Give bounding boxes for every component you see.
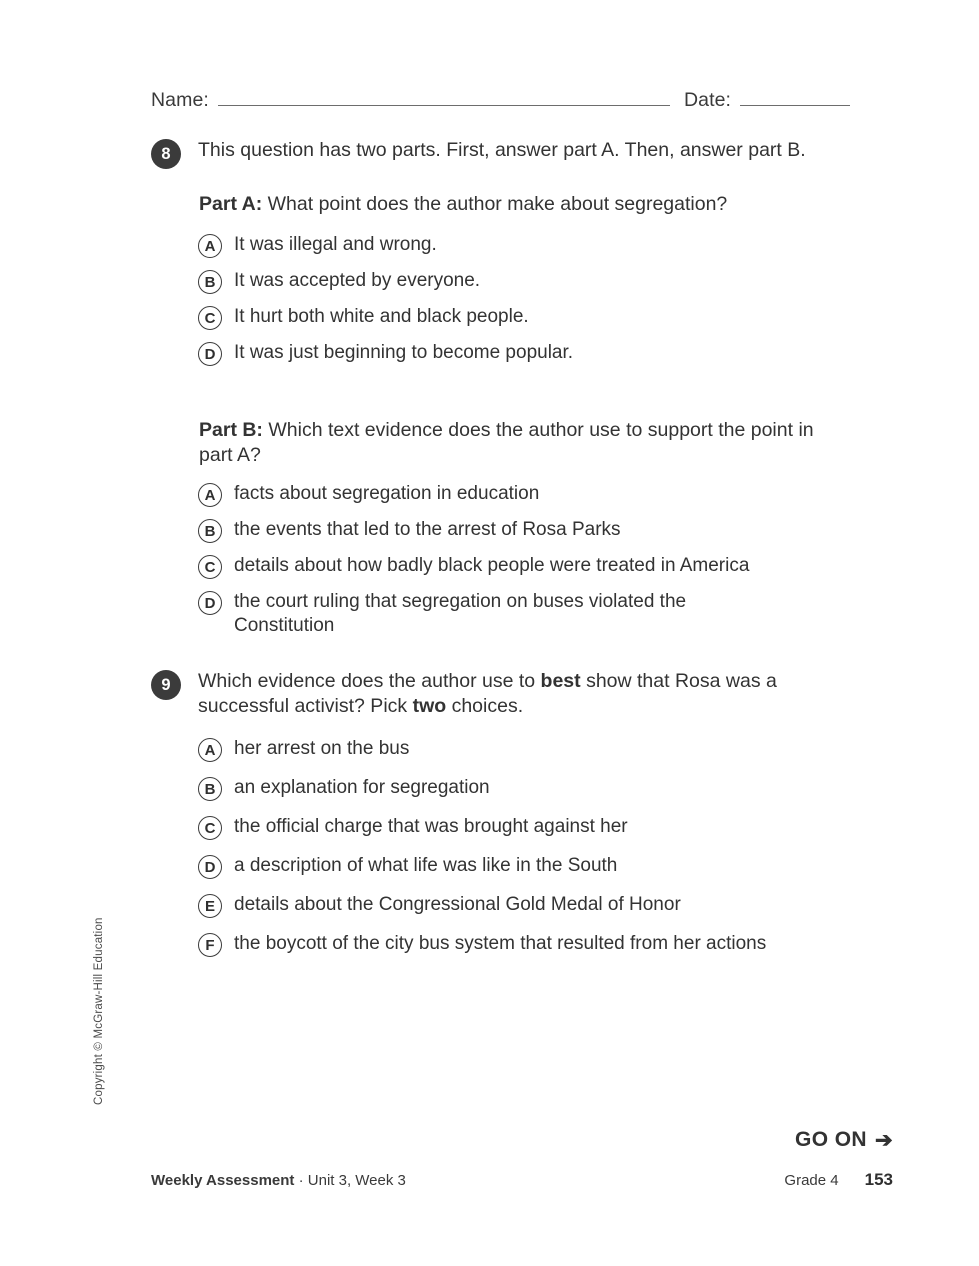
choice-bubble-b[interactable]: B	[198, 777, 222, 801]
choice-bubble-d[interactable]: D	[198, 342, 222, 366]
page-footer	[151, 1170, 893, 1190]
choice-bubble-f[interactable]: F	[198, 933, 222, 957]
choice-bubble-d[interactable]: D	[198, 591, 222, 615]
stem-emphasis: best	[540, 670, 581, 692]
question-number-badge: 8	[151, 139, 181, 169]
choice-c[interactable]	[198, 815, 851, 842]
footer-assessment-info	[151, 1172, 406, 1189]
question-number-badge: 9	[151, 670, 181, 700]
choice-text-b: It was accepted by everyone.	[234, 270, 481, 291]
choice-text-d: It was just beginning to become popular.	[234, 342, 574, 363]
go-on-label: GO ON	[794, 1128, 867, 1151]
part-b-label: Part B:	[199, 419, 263, 441]
question-8-stem: This question has two parts. First, answer part A. Then, answer part B.	[198, 139, 806, 161]
stem-text: choices.	[446, 695, 524, 717]
copyright-notice: Copyright © McGraw-Hill Education	[93, 917, 105, 1105]
choice-c[interactable]	[198, 305, 851, 332]
choice-a[interactable]	[198, 482, 851, 509]
choice-bubble-c[interactable]: C	[198, 816, 222, 840]
question-8	[151, 138, 851, 638]
choice-bubble-a[interactable]: A	[198, 483, 222, 507]
choice-bubble-a[interactable]: A	[198, 234, 222, 258]
question-9-stem	[198, 669, 798, 719]
name-label: Name:	[151, 89, 209, 111]
choice-b[interactable]	[198, 269, 851, 296]
page-number: 153	[864, 1170, 893, 1189]
choice-text-c: details about how badly black people were treated in America	[234, 555, 750, 576]
part-b-choices	[198, 482, 851, 638]
name-date-row	[151, 88, 811, 112]
part-a-prompt	[199, 192, 831, 217]
choice-bubble-b[interactable]: B	[198, 270, 222, 294]
part-a-text: What point does the author make about segregation?	[267, 193, 728, 215]
choice-b[interactable]	[198, 776, 851, 803]
part-b-text: Which text evidence does the author use to support the point in part A?	[199, 419, 814, 466]
question-9-choices	[198, 737, 851, 959]
part-a-choices	[198, 233, 851, 368]
name-input-line[interactable]	[218, 88, 670, 106]
part-b-prompt	[199, 418, 831, 468]
choice-bubble-e[interactable]: E	[198, 894, 222, 918]
question-9	[151, 669, 851, 971]
date-label: Date:	[683, 89, 732, 111]
choice-bubble-c[interactable]: C	[198, 306, 222, 330]
part-a-label: Part A:	[199, 193, 263, 215]
choice-bubble-d[interactable]: D	[198, 855, 222, 879]
choice-bubble-a[interactable]: A	[198, 738, 222, 762]
choice-d[interactable]	[198, 341, 851, 368]
stem-emphasis: two	[412, 695, 447, 717]
choice-text-a: her arrest on the bus	[234, 738, 410, 759]
stem-text: show that Rosa was a successful activist? Pick	[198, 670, 777, 717]
choice-e[interactable]	[198, 893, 851, 920]
go-on-indicator	[795, 1128, 893, 1152]
choice-f[interactable]	[198, 932, 851, 959]
choice-text-a: It was illegal and wrong.	[234, 234, 437, 255]
choice-d[interactable]	[198, 590, 851, 638]
choice-text-d: the court ruling that segregation on buses violated the Constitution	[234, 591, 687, 636]
choice-text-c: the official charge that was brought against her	[234, 816, 628, 837]
question-9-header	[151, 669, 851, 719]
footer-title: Weekly Assessment	[151, 1172, 295, 1189]
choice-bubble-c[interactable]: C	[198, 555, 222, 579]
question-8-header	[151, 138, 851, 170]
choice-text-e: details about the Congressional Gold Medal of Honor	[234, 894, 681, 915]
choice-text-d: a description of what life was like in the South	[234, 855, 618, 876]
choice-text-a: facts about segregation in education	[234, 483, 540, 504]
choice-b[interactable]	[198, 518, 851, 545]
choice-text-c: It hurt both white and black people.	[234, 306, 529, 327]
choice-c[interactable]	[198, 554, 851, 581]
choice-text-b: an explanation for segregation	[234, 777, 490, 798]
date-input-line[interactable]	[740, 88, 850, 106]
footer-separator: ·	[294, 1172, 308, 1189]
choice-a[interactable]	[198, 233, 851, 260]
stem-text: Which evidence does the author use to	[198, 670, 541, 692]
choice-bubble-b[interactable]: B	[198, 519, 222, 543]
footer-grade-page	[784, 1170, 893, 1190]
choice-d[interactable]	[198, 854, 851, 881]
choice-a[interactable]	[198, 737, 851, 764]
choice-text-b: the events that led to the arrest of Rosa Parks	[234, 519, 621, 540]
choice-text-f: the boycott of the city bus system that resulted from her actions	[234, 933, 767, 954]
footer-subtitle: Unit 3, Week 3	[307, 1172, 406, 1189]
footer-grade: Grade 4	[784, 1172, 839, 1189]
arrow-right-icon: ➔	[875, 1128, 893, 1152]
